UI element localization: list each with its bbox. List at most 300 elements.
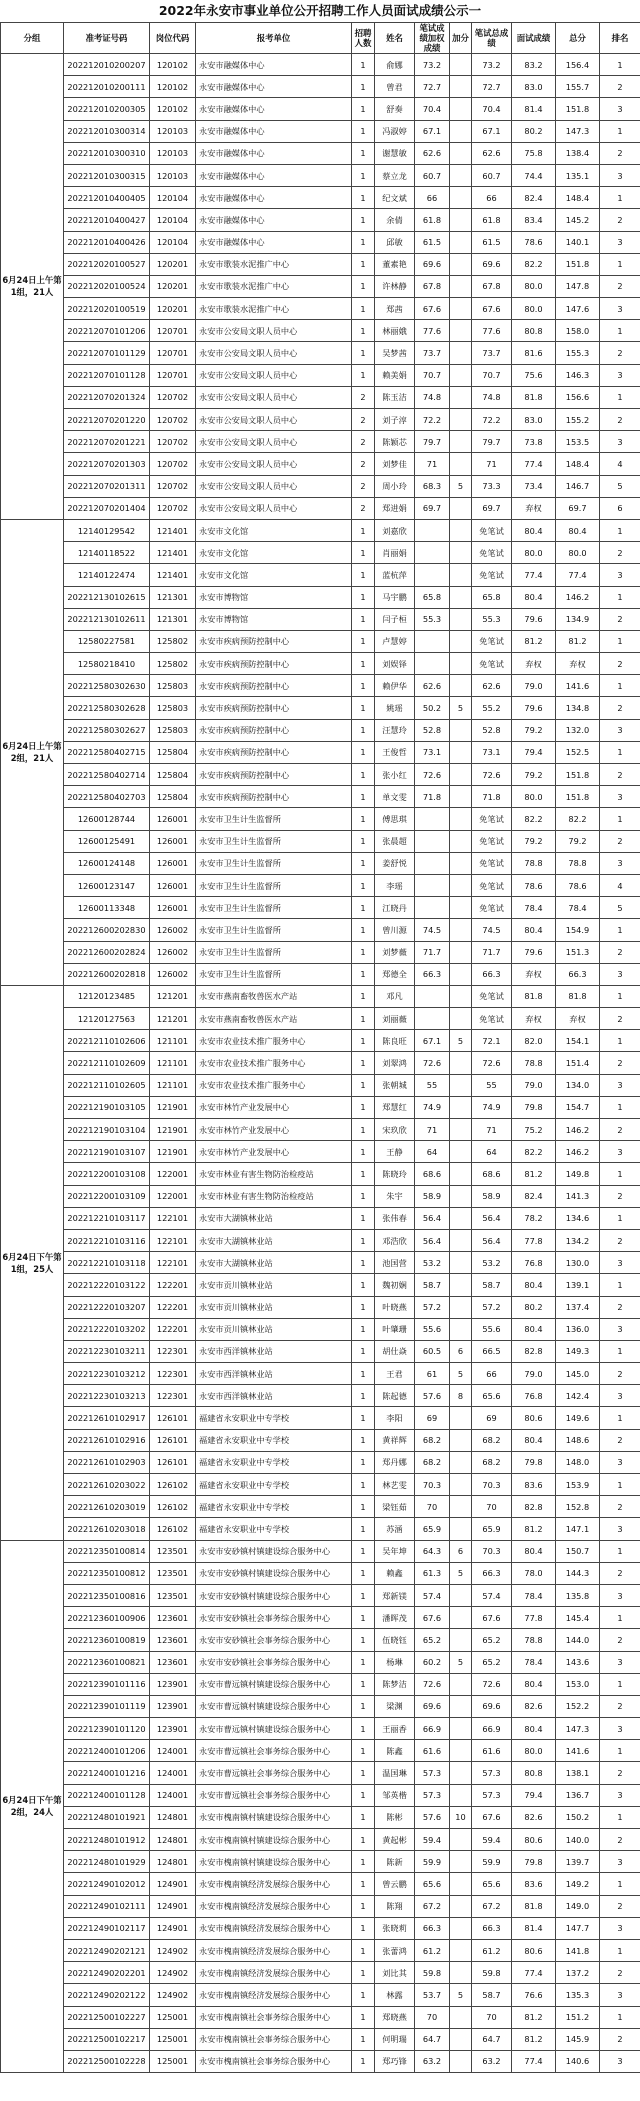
candidate-name-cell: 何明瑞	[375, 2028, 415, 2050]
candidate-name-cell: 刘翠鸿	[375, 1052, 415, 1074]
written-weighted-cell: 55	[415, 1074, 450, 1096]
written-total-cell: 68.2	[472, 1451, 512, 1473]
interview-score-cell: 75.8	[512, 142, 556, 164]
bonus-cell	[450, 653, 472, 675]
rank-cell: 3	[600, 1252, 640, 1274]
hire-count-cell: 1	[352, 54, 375, 76]
candidate-name-cell: 俞娜	[375, 54, 415, 76]
written-total-cell: 免笔试	[472, 542, 512, 564]
interview-score-cell: 78.8	[512, 1629, 556, 1651]
ticket-number-cell: 202212230103211	[64, 1340, 150, 1362]
unit-cell: 永安市融媒体中心	[196, 209, 352, 231]
written-weighted-cell: 73.7	[415, 342, 450, 364]
rank-cell: 3	[600, 564, 640, 586]
post-code-cell: 124801	[150, 1829, 196, 1851]
ticket-number-cell: 202212490102117	[64, 1917, 150, 1939]
post-code-cell: 126001	[150, 808, 196, 830]
candidate-name-cell: 傅思琪	[375, 808, 415, 830]
hire-count-cell: 1	[352, 630, 375, 652]
hire-count-cell: 1	[352, 1496, 375, 1518]
bonus-cell	[450, 386, 472, 408]
rank-cell: 3	[600, 1651, 640, 1673]
post-code-cell: 124801	[150, 1851, 196, 1873]
bonus-cell: 5	[450, 1984, 472, 2006]
written-weighted-cell: 70	[415, 1496, 450, 1518]
ticket-number-cell: 202212130102611	[64, 608, 150, 630]
post-code-cell: 126002	[150, 941, 196, 963]
total-score-cell: 152.2	[556, 1695, 600, 1717]
total-score-cell: 148.6	[556, 1429, 600, 1451]
candidate-name-cell: 郑巧锋	[375, 2050, 415, 2072]
table-row	[1, 1629, 640, 1651]
candidate-name-cell: 邱敏	[375, 231, 415, 253]
hire-count-cell: 1	[352, 298, 375, 320]
candidate-name-cell: 张朝城	[375, 1074, 415, 1096]
rank-cell: 2	[600, 542, 640, 564]
unit-cell: 永安市卫生计生监督所	[196, 919, 352, 941]
candidate-name-cell: 陈新	[375, 1851, 415, 1873]
bonus-cell	[450, 1851, 472, 1873]
bonus-cell: 6	[450, 1340, 472, 1362]
written-weighted-cell: 63.2	[415, 2050, 450, 2072]
table-row	[1, 320, 640, 342]
interview-score-cell: 80.4	[512, 919, 556, 941]
unit-cell: 永安市卫生计生监督所	[196, 852, 352, 874]
candidate-name-cell: 闫子桓	[375, 608, 415, 630]
table-row	[1, 1429, 640, 1451]
written-weighted-cell: 67.6	[415, 1607, 450, 1629]
hire-count-cell: 1	[352, 1651, 375, 1673]
page-title: 2022年永安市事业单位公开招聘工作人员面试成绩公示一	[158, 3, 482, 18]
post-code-cell: 125803	[150, 697, 196, 719]
bonus-cell	[450, 564, 472, 586]
written-total-cell: 60.7	[472, 164, 512, 186]
written-total-cell: 67.2	[472, 1895, 512, 1917]
post-code-cell: 121201	[150, 985, 196, 1007]
written-weighted-cell: 59.9	[415, 1851, 450, 1873]
table-row	[1, 1540, 640, 1562]
interview-score-cell: 77.4	[512, 1962, 556, 1984]
hire-count-cell: 1	[352, 1673, 375, 1695]
written-weighted-cell: 58.9	[415, 1185, 450, 1207]
total-score-cell: 146.2	[556, 586, 600, 608]
interview-score-cell: 80.0	[512, 1740, 556, 1762]
hire-count-cell: 1	[352, 786, 375, 808]
total-score-cell: 155.3	[556, 342, 600, 364]
written-weighted-cell: 61.3	[415, 1562, 450, 1584]
total-score-cell: 154.7	[556, 1096, 600, 1118]
unit-cell: 永安市曹远镇社会事务综合服务中心	[196, 1784, 352, 1806]
post-code-cell: 120702	[150, 409, 196, 431]
table-row	[1, 630, 640, 652]
bonus-cell	[450, 164, 472, 186]
bonus-cell	[450, 497, 472, 519]
table-row	[1, 764, 640, 786]
candidate-name-cell: 林艺雯	[375, 1474, 415, 1496]
total-score-cell: 146.2	[556, 1141, 600, 1163]
unit-cell: 永安市公安局文职人员中心	[196, 320, 352, 342]
rank-cell: 1	[600, 808, 640, 830]
total-score-cell: 144.0	[556, 1629, 600, 1651]
hire-count-cell: 1	[352, 941, 375, 963]
total-score-cell: 151.8	[556, 786, 600, 808]
unit-cell: 永安市农业技术推广服务中心	[196, 1030, 352, 1052]
hire-count-cell: 1	[352, 1096, 375, 1118]
hire-count-cell: 1	[352, 697, 375, 719]
unit-cell: 永安市疾病预防控制中心	[196, 719, 352, 741]
post-code-cell: 123601	[150, 1607, 196, 1629]
candidate-name-cell: 伍晓钰	[375, 1629, 415, 1651]
rank-cell: 1	[600, 2006, 640, 2028]
interview-score-cell: 80.4	[512, 1318, 556, 1340]
written-total-cell: 免笔试	[472, 852, 512, 874]
interview-score-cell: 80.6	[512, 1829, 556, 1851]
candidate-name-cell: 陈鑫	[375, 1740, 415, 1762]
candidate-name-cell: 冯淑婷	[375, 120, 415, 142]
unit-cell: 永安市槐南镇社会事务综合服务中心	[196, 2050, 352, 2072]
bonus-cell: 5	[450, 1030, 472, 1052]
post-code-cell: 122201	[150, 1318, 196, 1340]
table-row	[1, 386, 640, 408]
candidate-name-cell: 王俊哲	[375, 741, 415, 763]
table-row	[1, 98, 640, 120]
unit-cell: 永安市疾病预防控制中心	[196, 675, 352, 697]
rank-cell: 2	[600, 409, 640, 431]
unit-cell: 永安市曹远镇社会事务综合服务中心	[196, 1762, 352, 1784]
unit-cell: 永安市贡川镇林业站	[196, 1318, 352, 1340]
ticket-number-cell: 12140122474	[64, 564, 150, 586]
table-row	[1, 542, 640, 564]
written-weighted-cell: 66.3	[415, 963, 450, 985]
unit-cell: 永安市农业技术推广服务中心	[196, 1074, 352, 1096]
ticket-number-cell: 202212480101929	[64, 1851, 150, 1873]
interview-score-cell: 80.4	[512, 1718, 556, 1740]
table-row	[1, 1851, 640, 1873]
ticket-number-cell: 202212010400427	[64, 209, 150, 231]
hire-count-cell: 1	[352, 1784, 375, 1806]
group-label: 6月24日下午第1组，25人	[1, 985, 64, 1540]
unit-cell: 永安市卫生计生监督所	[196, 830, 352, 852]
interview-score-cell: 82.2	[512, 253, 556, 275]
unit-cell: 永安市疾病预防控制中心	[196, 786, 352, 808]
candidate-name-cell: 黄祥辉	[375, 1429, 415, 1451]
table-row	[1, 1584, 640, 1606]
hire-count-cell: 1	[352, 1385, 375, 1407]
unit-cell: 永安市文化馆	[196, 542, 352, 564]
table-row	[1, 1917, 640, 1939]
rank-cell: 2	[600, 653, 640, 675]
total-score-cell: 152.8	[556, 1496, 600, 1518]
rank-cell: 2	[600, 697, 640, 719]
interview-score-cell: 77.4	[512, 2050, 556, 2072]
bonus-cell	[450, 542, 472, 564]
written-weighted-cell	[415, 874, 450, 896]
post-code-cell: 123501	[150, 1540, 196, 1562]
candidate-name-cell: 张小红	[375, 764, 415, 786]
written-weighted-cell: 68.2	[415, 1451, 450, 1473]
hire-count-cell: 1	[352, 1474, 375, 1496]
written-weighted-cell: 55.3	[415, 608, 450, 630]
hire-count-cell: 1	[352, 1762, 375, 1784]
interview-score-cell: 79.4	[512, 1784, 556, 1806]
candidate-name-cell: 王君	[375, 1363, 415, 1385]
interview-score-cell: 73.8	[512, 431, 556, 453]
written-total-cell: 65.9	[472, 1518, 512, 1540]
unit-cell: 永安市卫生计生监督所	[196, 897, 352, 919]
written-total-cell: 67.6	[472, 1806, 512, 1828]
hire-count-cell: 1	[352, 764, 375, 786]
interview-score-cell: 82.4	[512, 1185, 556, 1207]
interview-score-cell: 82.8	[512, 1340, 556, 1362]
post-code-cell: 121301	[150, 608, 196, 630]
bonus-cell: 5	[450, 1651, 472, 1673]
table-row	[1, 409, 640, 431]
written-weighted-cell	[415, 852, 450, 874]
total-score-cell: 135.8	[556, 1584, 600, 1606]
total-score-cell: 151.8	[556, 98, 600, 120]
bonus-cell: 10	[450, 1806, 472, 1828]
bonus-cell	[450, 1718, 472, 1740]
ticket-number-cell: 202212210103116	[64, 1229, 150, 1251]
table-row	[1, 874, 640, 896]
interview-score-cell: 81.2	[512, 630, 556, 652]
interview-score-cell: 79.4	[512, 741, 556, 763]
total-score-cell: 69.7	[556, 497, 600, 519]
unit-cell: 永安市大湖镇林业站	[196, 1252, 352, 1274]
bonus-cell	[450, 1673, 472, 1695]
rank-cell: 1	[600, 1806, 640, 1828]
rank-cell: 1	[600, 1607, 640, 1629]
table-row	[1, 1806, 640, 1828]
rank-cell: 3	[600, 1851, 640, 1873]
total-score-cell: 77.4	[556, 564, 600, 586]
header-total-score: 总分	[556, 23, 600, 54]
candidate-name-cell: 谢慧敏	[375, 142, 415, 164]
rank-cell: 1	[600, 1474, 640, 1496]
post-code-cell: 122301	[150, 1363, 196, 1385]
ticket-number-cell: 202212490202122	[64, 1984, 150, 2006]
unit-cell: 福建省永安职业中专学校	[196, 1429, 352, 1451]
rank-cell: 2	[600, 342, 640, 364]
bonus-cell	[450, 741, 472, 763]
unit-cell: 永安市疾病预防控制中心	[196, 630, 352, 652]
header-rank: 排名	[600, 23, 640, 54]
written-total-cell: 67.8	[472, 275, 512, 297]
post-code-cell: 123901	[150, 1695, 196, 1717]
bonus-cell	[450, 675, 472, 697]
rank-cell: 1	[600, 919, 640, 941]
ticket-number-cell: 202212580402715	[64, 741, 150, 763]
ticket-number-cell: 202212580402703	[64, 786, 150, 808]
interview-score-cell: 79.6	[512, 941, 556, 963]
bonus-cell	[450, 519, 472, 541]
rank-cell: 1	[600, 1407, 640, 1429]
table-row	[1, 1385, 640, 1407]
post-code-cell: 120702	[150, 386, 196, 408]
interview-score-cell: 80.4	[512, 519, 556, 541]
interview-score-cell: 79.2	[512, 719, 556, 741]
post-code-cell: 120702	[150, 431, 196, 453]
interview-score-cell: 78.2	[512, 1207, 556, 1229]
unit-cell: 永安市歌装水泥推广中心	[196, 298, 352, 320]
unit-cell: 永安市安砂镇社会事务综合服务中心	[196, 1651, 352, 1673]
table-row	[1, 830, 640, 852]
written-total-cell: 62.6	[472, 142, 512, 164]
unit-cell: 永安市疾病预防控制中心	[196, 764, 352, 786]
table-row	[1, 1030, 640, 1052]
written-weighted-cell: 57.4	[415, 1584, 450, 1606]
unit-cell: 永安市槐南镇村镇建设综合服务中心	[196, 1829, 352, 1851]
unit-cell: 永安市槐南镇经济发展综合服务中心	[196, 1939, 352, 1961]
written-weighted-cell: 77.6	[415, 320, 450, 342]
unit-cell: 永安市槐南镇经济发展综合服务中心	[196, 1962, 352, 1984]
written-weighted-cell	[415, 653, 450, 675]
interview-score-cell: 82.8	[512, 1496, 556, 1518]
total-score-cell: 153.5	[556, 431, 600, 453]
bonus-cell	[450, 897, 472, 919]
table-row	[1, 897, 640, 919]
written-weighted-cell: 53.2	[415, 1252, 450, 1274]
written-weighted-cell: 64.3	[415, 1540, 450, 1562]
post-code-cell: 125803	[150, 719, 196, 741]
rank-cell: 1	[600, 320, 640, 342]
unit-cell: 福建省永安职业中专学校	[196, 1407, 352, 1429]
written-total-cell: 62.6	[472, 675, 512, 697]
rank-cell: 2	[600, 209, 640, 231]
rank-cell: 1	[600, 386, 640, 408]
bonus-cell	[450, 320, 472, 342]
candidate-name-cell: 王丽香	[375, 1718, 415, 1740]
interview-score-cell: 81.2	[512, 2028, 556, 2050]
ticket-number-cell: 202212210103117	[64, 1207, 150, 1229]
interview-score-cell: 77.4	[512, 564, 556, 586]
table-row	[1, 1141, 640, 1163]
written-weighted-cell: 67.8	[415, 275, 450, 297]
hire-count-cell: 1	[352, 1895, 375, 1917]
total-score-cell: 145.0	[556, 1363, 600, 1385]
written-weighted-cell: 67.2	[415, 1895, 450, 1917]
ticket-number-cell: 202212490202201	[64, 1962, 150, 1984]
table-row	[1, 675, 640, 697]
total-score-cell: 147.6	[556, 298, 600, 320]
rank-cell: 2	[600, 1429, 640, 1451]
ticket-number-cell: 202212010200305	[64, 98, 150, 120]
rank-cell: 1	[600, 1163, 640, 1185]
interview-score-cell: 弃权	[512, 963, 556, 985]
rank-cell: 2	[600, 830, 640, 852]
written-total-cell: 免笔试	[472, 808, 512, 830]
total-score-cell: 151.3	[556, 941, 600, 963]
unit-cell: 永安市歌装水泥推广中心	[196, 275, 352, 297]
ticket-number-cell: 202212190103105	[64, 1096, 150, 1118]
written-total-cell: 69.6	[472, 253, 512, 275]
rank-cell: 2	[600, 1895, 640, 1917]
written-weighted-cell: 57.6	[415, 1806, 450, 1828]
hire-count-cell: 2	[352, 431, 375, 453]
candidate-name-cell: 曾君	[375, 76, 415, 98]
interview-score-cell: 75.2	[512, 1119, 556, 1141]
written-total-cell: 57.2	[472, 1296, 512, 1318]
total-score-cell: 151.8	[556, 253, 600, 275]
bonus-cell	[450, 1207, 472, 1229]
rank-cell: 2	[600, 1496, 640, 1518]
interview-score-cell: 79.6	[512, 608, 556, 630]
written-weighted-cell: 74.8	[415, 386, 450, 408]
candidate-name-cell: 蓝杭萍	[375, 564, 415, 586]
written-total-cell: 免笔试	[472, 985, 512, 1007]
written-total-cell: 66.3	[472, 1917, 512, 1939]
rank-cell: 2	[600, 1829, 640, 1851]
table-row	[1, 54, 640, 76]
candidate-name-cell: 邓浩欣	[375, 1229, 415, 1251]
hire-count-cell: 1	[352, 1363, 375, 1385]
written-weighted-cell: 61.8	[415, 209, 450, 231]
total-score-cell: 81.8	[556, 985, 600, 1007]
table-row	[1, 120, 640, 142]
ticket-number-cell: 202212500102228	[64, 2050, 150, 2072]
post-code-cell: 121401	[150, 519, 196, 541]
rank-cell: 3	[600, 298, 640, 320]
table-row	[1, 941, 640, 963]
unit-cell: 永安市槐南镇社会事务综合服务中心	[196, 2028, 352, 2050]
table-row	[1, 253, 640, 275]
written-total-cell: 79.7	[472, 431, 512, 453]
interview-score-cell: 80.2	[512, 120, 556, 142]
unit-cell: 永安市农业技术推广服务中心	[196, 1052, 352, 1074]
post-code-cell: 124001	[150, 1784, 196, 1806]
table-row	[1, 1718, 640, 1740]
rank-cell: 4	[600, 453, 640, 475]
candidate-name-cell: 舒奏	[375, 98, 415, 120]
written-weighted-cell: 72.2	[415, 409, 450, 431]
written-weighted-cell: 69.7	[415, 497, 450, 519]
post-code-cell: 122201	[150, 1296, 196, 1318]
bonus-cell	[450, 209, 472, 231]
candidate-name-cell: 胡仕焱	[375, 1340, 415, 1362]
rank-cell: 2	[600, 764, 640, 786]
written-weighted-cell: 57.6	[415, 1385, 450, 1407]
unit-cell: 永安市卫生计生监督所	[196, 941, 352, 963]
written-weighted-cell: 67.1	[415, 1030, 450, 1052]
bonus-cell	[450, 919, 472, 941]
written-total-cell: 免笔试	[472, 897, 512, 919]
table-row	[1, 1185, 640, 1207]
bonus-cell	[450, 1939, 472, 1961]
post-code-cell: 121901	[150, 1096, 196, 1118]
interview-score-cell: 78.6	[512, 874, 556, 896]
unit-cell: 永安市安砂镇社会事务综合服务中心	[196, 1629, 352, 1651]
written-weighted-cell: 69.6	[415, 1695, 450, 1717]
total-score-cell: 79.2	[556, 830, 600, 852]
hire-count-cell: 1	[352, 1562, 375, 1584]
post-code-cell: 124001	[150, 1762, 196, 1784]
table-row	[1, 1740, 640, 1762]
post-code-cell: 120701	[150, 320, 196, 342]
unit-cell: 福建省永安职业中专学校	[196, 1474, 352, 1496]
interview-score-cell: 弃权	[512, 653, 556, 675]
interview-score-cell: 78.6	[512, 231, 556, 253]
bonus-cell	[450, 1296, 472, 1318]
bonus-cell	[450, 1829, 472, 1851]
total-score-cell: 130.0	[556, 1252, 600, 1274]
unit-cell: 永安市林业有害生物防治检疫站	[196, 1163, 352, 1185]
bonus-cell	[450, 1695, 472, 1717]
post-code-cell: 121401	[150, 542, 196, 564]
table-row	[1, 1518, 640, 1540]
candidate-name-cell: 陈晓玲	[375, 1163, 415, 1185]
unit-cell: 永安市安砂镇社会事务综合服务中心	[196, 1607, 352, 1629]
ticket-number-cell: 202212070201303	[64, 453, 150, 475]
